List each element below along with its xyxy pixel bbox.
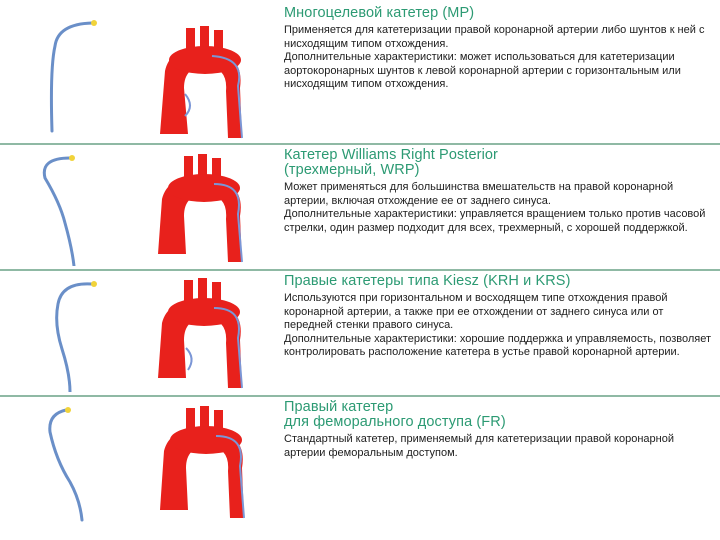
- section-divider: [0, 143, 720, 145]
- paragraph: Дополнительные характеристики: может использоваться для катетеризации аортокоронарных шунтов к левой коронарной артерии с горизонтальным или нисходящим типом отхождения.: [284, 51, 681, 91]
- section-text: [284, 274, 714, 360]
- paragraph: Стандартный катетер, применяемый для катетеризации правой коронарной артерии феморальным доступом.: [284, 433, 674, 459]
- title-line: Многоцелевой катетер (MP): [284, 5, 475, 21]
- aorta-icon: [160, 406, 244, 518]
- section-text: [284, 400, 714, 460]
- section-title: [284, 400, 714, 430]
- section-title: [284, 148, 714, 178]
- catheter-fr-diagram: [0, 400, 280, 522]
- paragraph: Дополнительные характеристики: хорошие поддержка и управляемость, позволяет контролировать расположение катетера в устье правой коронарной артерии.: [284, 332, 712, 359]
- section-title: [284, 6, 714, 21]
- catheter-icon: [44, 158, 74, 266]
- aorta-icon: [160, 26, 242, 138]
- section-divider: [0, 269, 720, 271]
- title-line: для феморального доступа (FR): [284, 414, 506, 430]
- catheter-kiesz-diagram: [0, 274, 280, 392]
- title-line: Катетер Williams Right Posterior: [284, 147, 498, 163]
- catheter-wrp-diagram: [0, 148, 280, 266]
- section-body: [284, 24, 714, 92]
- catheter-illustration: [0, 148, 280, 266]
- catheter-section-fr: [0, 400, 720, 522]
- section-text: [284, 148, 714, 235]
- catheter-illustration: [0, 274, 280, 392]
- catheter-mp-diagram: [0, 6, 280, 140]
- catheter-tip-icon: [91, 20, 97, 26]
- aorta-icon: [158, 278, 242, 388]
- title-line: Правые катетеры типа Kiesz (KRH и KRS): [284, 273, 571, 289]
- catheter-section-mp: [0, 6, 720, 140]
- section-title: [284, 274, 714, 289]
- section-body: [284, 292, 714, 360]
- title-line: Правый катетер: [284, 399, 394, 415]
- section-body: [284, 433, 714, 460]
- paragraph: Применяется для катетеризации правой коронарной артерии либо шунтов к ней с нисходящим типом отхождения.: [284, 24, 705, 50]
- section-text: [284, 6, 714, 92]
- paragraph: Может применяться для большинства вмешательств на правой коронарной артерии, включая отхождение ее от заднего синуса.: [284, 181, 674, 207]
- catheter-icon: [50, 410, 82, 520]
- catheter-tip-icon: [91, 281, 97, 287]
- catheter-icon: [57, 284, 92, 392]
- catheter-tip-icon: [69, 155, 75, 161]
- paragraph: Используются при горизонтальном и восходящем типе отхождения правой коронарной артерии, а также при ее отхождении от заднего синуса или от передней стенки правого синуса.: [284, 292, 668, 332]
- catheter-illustration: [0, 6, 280, 140]
- catheter-section-wrp: [0, 148, 720, 266]
- catheter-illustration: [0, 400, 280, 522]
- section-body: [284, 181, 714, 235]
- paragraph: Дополнительные характеристики: управляется вращением только против часовой стрелки, один размер подходит для всех, трехмерный, с хорошей поддержкой.: [284, 208, 706, 234]
- title-line: (трехмерный, WRP): [284, 162, 420, 178]
- catheter-section-kiesz: [0, 274, 720, 392]
- catheter-icon: [51, 23, 92, 131]
- catheter-tip-icon: [65, 407, 71, 413]
- section-divider: [0, 395, 720, 397]
- aorta-icon: [158, 154, 242, 262]
